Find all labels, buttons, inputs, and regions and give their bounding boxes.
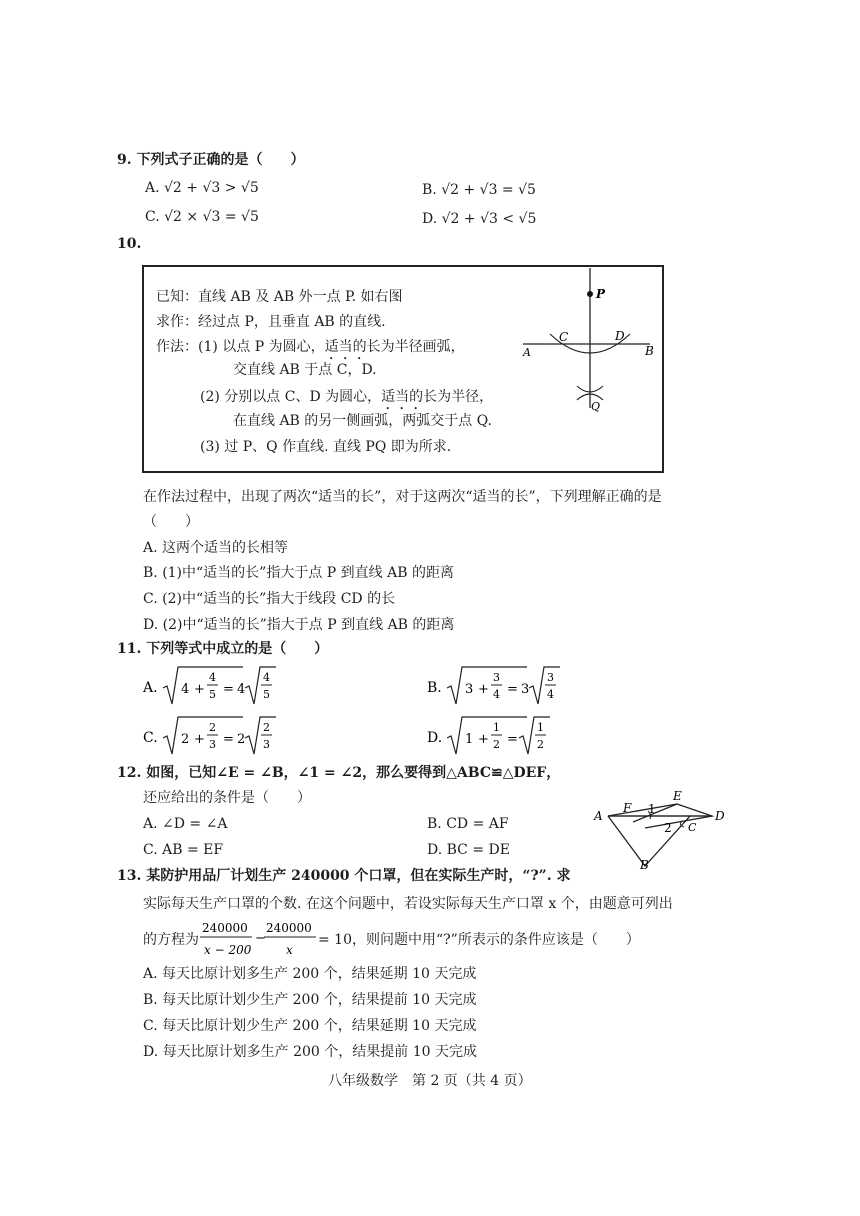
svg-text:3: 3: [465, 682, 474, 697]
q13-stem: 13. 某防护用品厂计划生产 240000 个口罩，但在实际生产时，“?”. 求: [117, 868, 571, 884]
q11-option-a: [143, 664, 293, 710]
q9-option-d: D. √2 + √3 < √5: [422, 211, 537, 227]
svg-text:5: 5: [263, 688, 270, 701]
svg-text:C.: C.: [143, 730, 158, 746]
q9-option-c: C. √2 × √3 = √5: [145, 209, 259, 225]
q13-equation-prefix: 的方程为: [143, 932, 199, 948]
q10-step2-cont: 在直线 AB 的另一侧画弧，两弧交于点 Q.: [233, 413, 492, 429]
svg-text:240000: 240000: [266, 921, 312, 935]
svg-text:1: 1: [465, 732, 474, 747]
q12-option-a: A. ∠D = ∠A: [143, 816, 228, 832]
q10-given: 已知：直线 AB 及 AB 外一点 P. 如右图: [156, 289, 403, 305]
q12-label-1: 1: [648, 802, 656, 816]
svg-text:x − 200: x − 200: [204, 943, 252, 957]
q11-option-d: [427, 714, 577, 760]
svg-text:+: +: [194, 732, 205, 747]
svg-text:4: 4: [237, 682, 246, 697]
q10-option-b: B. (1)中“适当的长”指大于点 P 到直线 AB 的距离: [143, 565, 454, 581]
svg-text:2: 2: [537, 738, 544, 751]
q12-option-b: B. CD = AF: [427, 816, 509, 832]
svg-text:3: 3: [263, 738, 270, 751]
q10-step1: 作法：(1) 以点 P 为圆心，适当的长为半径画弧，: [156, 339, 465, 355]
q9-stem: 9. 下列式子正确的是（ ）: [117, 152, 305, 168]
q10-stem: 在作法过程中，出现了两次“适当的长”，对于这两次“适当的长”，下列理解正确的是: [143, 489, 662, 505]
q10-label-d: D: [615, 329, 625, 343]
q12-stem: 12. 如图，已知∠E = ∠B，∠1 = ∠2，那么要得到△ABC≌△DEF，: [117, 765, 561, 781]
q9-option-a: A. √2 + √3 > √5: [145, 180, 259, 196]
q13-option-c: C. 每天比原计划少生产 200 个，结果延期 10 天完成: [143, 1018, 477, 1034]
svg-text:5: 5: [209, 688, 216, 701]
q12-label-a: A: [594, 809, 603, 823]
q10-number: 10.: [117, 236, 142, 252]
svg-text:+: +: [478, 732, 489, 747]
q12-label-b: B: [640, 858, 649, 872]
svg-text:4: 4: [547, 688, 554, 701]
q10-option-d: D. (2)中“适当的长”指大于点 P 到直线 AB 的距离: [143, 617, 455, 633]
q13-option-b: B. 每天比原计划少生产 200 个，结果提前 10 天完成: [143, 992, 477, 1008]
q13-stem-cont: 实际每天生产口罩的个数. 在这个问题中，若设实际每天生产口罩 x 个，由题意可列出: [143, 896, 673, 912]
q11-stem: 11. 下列等式中成立的是（ ）: [117, 641, 329, 657]
q10-label-c: C: [559, 330, 569, 344]
svg-text:B.: B.: [427, 680, 442, 696]
svg-text:=: =: [223, 732, 234, 747]
svg-text:+: +: [194, 682, 205, 697]
q12-option-c: C. AB = EF: [143, 842, 224, 858]
q12-figure: [590, 790, 730, 872]
svg-text:3: 3: [209, 738, 216, 751]
q13-option-a: A. 每天比原计划多生产 200 个，结果延期 10 天完成: [143, 966, 477, 982]
q9-option-b: B. √2 + √3 = √5: [422, 182, 536, 198]
q12-label-c: C: [688, 821, 697, 834]
q10-option-c: C. (2)中“适当的长”指大于线段 CD 的长: [143, 591, 396, 607]
q10-label-p: P: [596, 287, 606, 301]
svg-text:1: 1: [537, 721, 544, 734]
svg-text:2: 2: [237, 732, 246, 747]
svg-text:2: 2: [181, 732, 190, 747]
svg-text:3: 3: [493, 671, 500, 684]
q10-required: 求作：经过点 P，且垂直 AB 的直线.: [156, 314, 386, 330]
q13-equation-suffix: = 10，则问题中用“?”所表示的条件应该是（ ）: [318, 932, 640, 948]
q10-label-b: B: [645, 344, 654, 358]
svg-text:3: 3: [521, 682, 530, 697]
q10-step3: (3) 过 P、Q 作直线. 直线 PQ 即为所求.: [200, 439, 452, 455]
svg-text:A.: A.: [143, 680, 158, 696]
q10-label-q: Q: [591, 400, 601, 413]
q11-option-c: [143, 714, 293, 760]
svg-text:4: 4: [181, 682, 190, 697]
q10-step2: (2) 分别以点 C、D 为圆心，适当的长为半径，: [200, 389, 494, 405]
q12-option-d: D. BC = DE: [427, 842, 510, 858]
svg-text:2: 2: [493, 738, 500, 751]
q10-label-a: A: [523, 346, 531, 359]
svg-text:4: 4: [493, 688, 500, 701]
q11-option-b: [427, 664, 577, 710]
q13-option-d: D. 每天比原计划多生产 200 个，结果提前 10 天完成: [143, 1044, 477, 1060]
svg-text:=: =: [507, 682, 518, 697]
svg-text:+: +: [478, 682, 489, 697]
q13-equation: [200, 916, 320, 962]
page-footer: 八年级数学 第 2 页（共 4 页）: [328, 1073, 532, 1089]
svg-text:240000: 240000: [202, 921, 248, 935]
q12-label-e: E: [673, 790, 682, 803]
svg-text:2: 2: [209, 721, 216, 734]
q12-label-d: D: [715, 809, 725, 823]
q10-step1-cont: 交直线 AB 于点 C，D.: [233, 362, 377, 378]
svg-text:4: 4: [263, 671, 270, 684]
svg-text:−: −: [255, 931, 266, 946]
svg-text:4: 4: [209, 671, 216, 684]
q12-label-2: 2: [664, 821, 672, 835]
svg-text:1: 1: [493, 721, 500, 734]
q10-figure: [515, 268, 660, 418]
svg-text:D.: D.: [427, 730, 443, 746]
svg-text:=: =: [507, 732, 518, 747]
q10-option-a: A. 这两个适当的长相等: [143, 540, 289, 556]
svg-text:3: 3: [547, 671, 554, 684]
svg-text:=: =: [223, 682, 234, 697]
svg-text:2: 2: [263, 721, 270, 734]
q12-stem-cont: 还应给出的条件是（ ）: [143, 790, 311, 806]
q10-paren: （ ）: [143, 514, 199, 530]
q12-label-f: F: [623, 801, 632, 815]
svg-text:x: x: [286, 943, 293, 957]
